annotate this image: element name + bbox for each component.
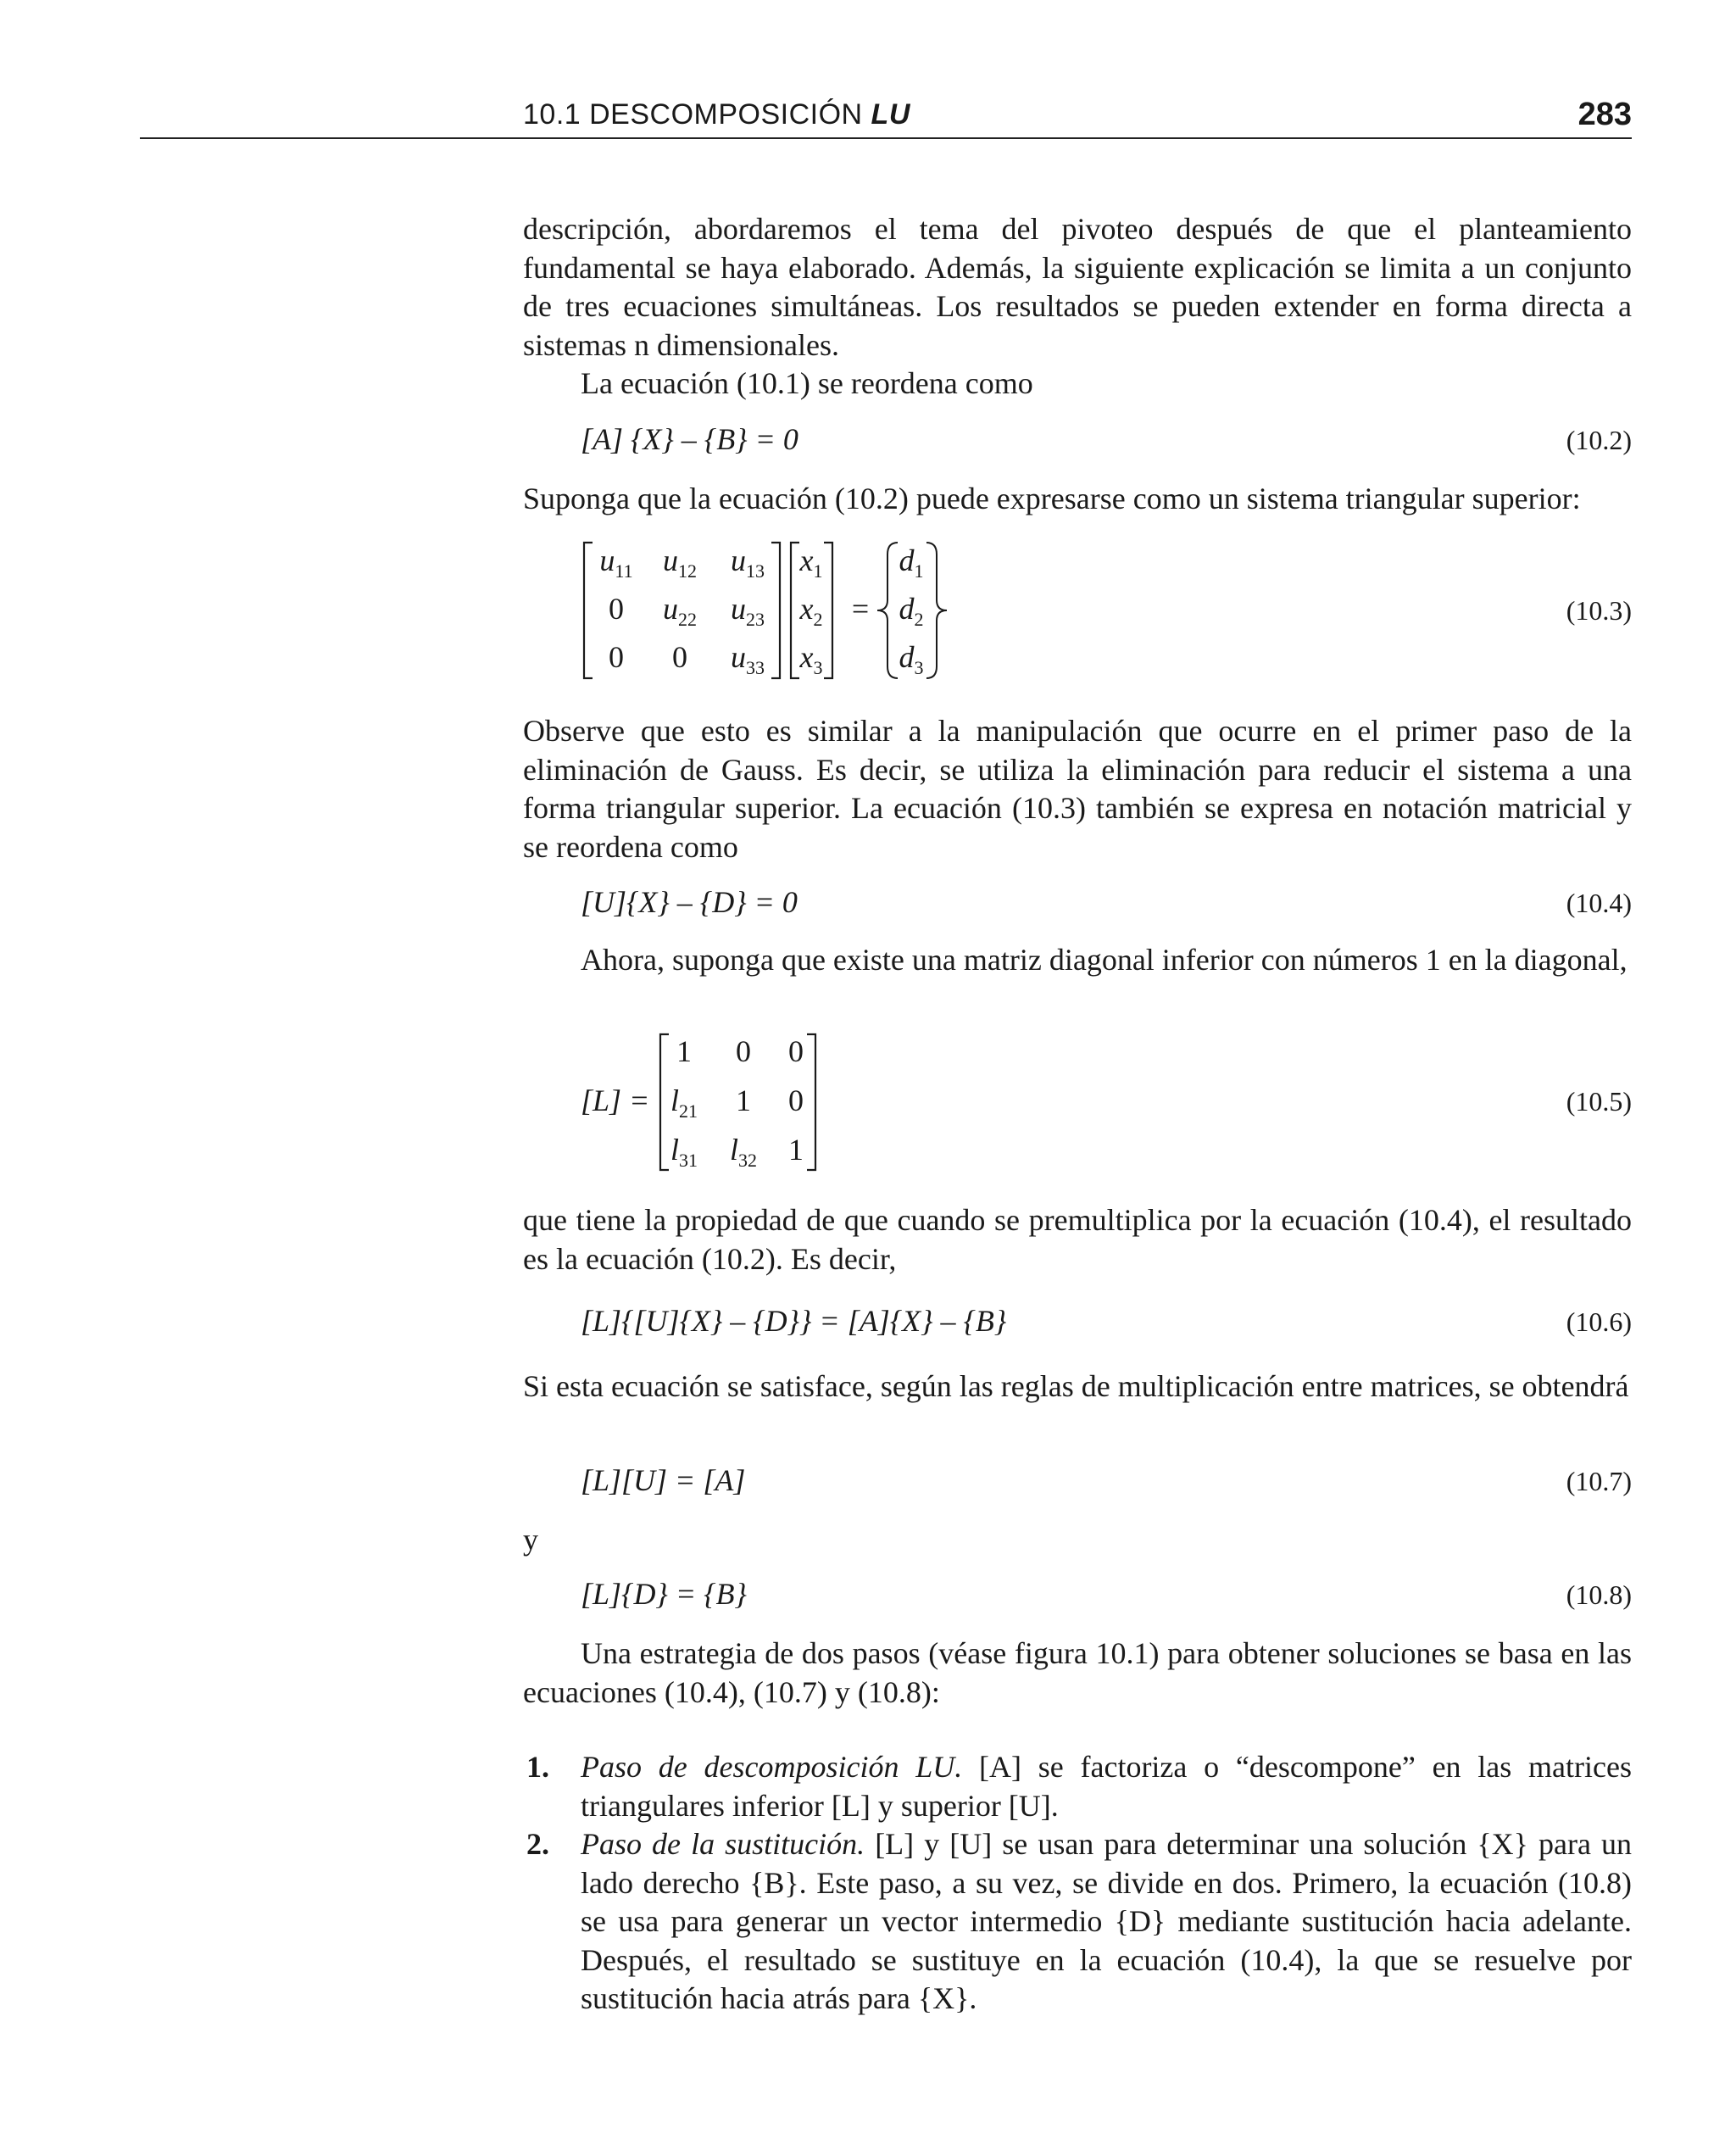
matrix-cell: $l_{32}$	[729, 1133, 758, 1171]
list-item-number: 2.	[526, 1827, 549, 1861]
equation-10-8	[523, 1576, 1632, 1617]
matrix-cell: 0	[609, 592, 624, 626]
matrix-cell: $u_{23}$	[731, 592, 765, 630]
equation-10-4	[523, 884, 1632, 925]
list-item-title: Paso de descomposición LU.	[581, 1750, 963, 1784]
matrix-cell: $u_{13}$	[731, 543, 765, 582]
list-item-text: [A] se factoriza o “descompone” en las matrices triangulares inferior [L] y superior [U].	[581, 1750, 1632, 1823]
right-bracket	[824, 543, 832, 678]
paragraph-8-wrap	[523, 1521, 1632, 1560]
matrix-cell: 0	[788, 1083, 804, 1117]
equation-number: (10.2)	[1566, 425, 1632, 455]
header-rule	[140, 137, 1632, 139]
list-item	[523, 1748, 1632, 1825]
paragraph-4-wrap	[523, 712, 1632, 866]
left-brace	[877, 543, 898, 678]
equation-number: (10.6)	[1566, 1306, 1632, 1337]
list-item-title: Paso de la sustitución.	[581, 1827, 865, 1861]
vector-cell: $x_1$	[799, 543, 823, 582]
matrix-cell: $u_{12}$	[663, 543, 697, 582]
right-bracket	[771, 543, 780, 678]
vector-cell: $x_2$	[799, 592, 823, 630]
matrix-cell: 0	[788, 1034, 804, 1068]
matrix-cell: 1	[788, 1133, 804, 1167]
equation-expr: [L]{[U]{X} – {D}} = [A]{X} – {B}	[581, 1304, 1007, 1338]
equation-10-2	[523, 421, 1632, 462]
right-bracket	[807, 1034, 815, 1170]
paragraph-9: Una estrategia de dos pasos (véase figura 10.1) para obtener soluciones se basa en las ecuaciones (10.4), (10.7) y (10.8):	[523, 1636, 1632, 1709]
equation-expr: [A] {X} – {B} = 0	[581, 422, 798, 456]
equation-number: (10.3)	[1566, 595, 1632, 626]
paragraph-5-wrap	[523, 941, 1632, 980]
running-header	[140, 95, 1632, 139]
matrix-equation-svg	[523, 534, 1116, 687]
matrix-cell: $u_{33}$	[731, 640, 765, 678]
paragraph-3-wrap	[523, 480, 1632, 519]
equation-number: (10.8)	[1566, 1579, 1632, 1610]
section-prefix: 10.1 DESCOMPOSICIÓN	[523, 98, 871, 131]
steps-list	[523, 1748, 1632, 2019]
paragraph-5: Ahora, suponga que existe una matriz diagonal inferior con números 1 en la diagonal,	[581, 943, 1628, 977]
paragraph-2-wrap	[523, 365, 1632, 404]
paragraph-7: Si esta ecuación se satisface, según las reglas de multiplicación entre matrices, se obtendrá	[523, 1369, 1629, 1403]
right-brace	[926, 543, 947, 678]
vector-cell: $x_3$	[799, 640, 823, 678]
paragraph-2: La ecuación (10.1) se reordena como	[581, 366, 1033, 400]
section-title	[523, 98, 910, 131]
matrix-cell: $l_{21}$	[670, 1083, 698, 1122]
paragraph-7-wrap	[523, 1367, 1632, 1406]
page-number: 283	[1577, 97, 1632, 132]
matrix-cell: 1	[676, 1034, 692, 1068]
equation-expr: [L]{D} = {B}	[581, 1577, 747, 1611]
left-bracket	[584, 543, 593, 678]
vector-cell: $d_1$	[899, 543, 924, 582]
equation-expr: [L][U] = [A]	[581, 1463, 746, 1497]
equation-10-5	[523, 1030, 1632, 1183]
list-item-number: 1.	[526, 1750, 549, 1784]
paragraph-3: Suponga que la ecuación (10.2) puede expresarse como un sistema triangular superior:	[523, 482, 1581, 515]
equation-10-6	[523, 1303, 1632, 1344]
equation-10-7	[523, 1462, 1632, 1503]
matrix-cell: 0	[609, 640, 624, 674]
matrix-cell: 1	[736, 1083, 751, 1117]
equation-number: (10.5)	[1566, 1086, 1632, 1117]
paragraph-1: descripción, abordaremos el tema del pivoteo después de que el planteamiento fundamental se haya elaborado. Además, la siguiente explicación se limita a un conjunto de tres ecuaciones simultáneas. Los resultados se pueden extender en forma directa a sistemas n dimensionales.	[523, 212, 1632, 362]
list-item	[523, 1825, 1632, 2019]
paragraph-1-wrap	[523, 210, 1632, 365]
equals-sign: =	[851, 592, 870, 626]
paragraph-6-wrap	[523, 1201, 1632, 1278]
matrix-cell: $u_{11}$	[599, 543, 633, 582]
vector-cell: $d_3$	[899, 640, 924, 678]
matrix-equation-svg	[523, 1030, 947, 1183]
vector-cell: $d_2$	[899, 592, 924, 630]
paragraph-9-wrap	[523, 1635, 1632, 1712]
matrix-cell: 0	[672, 640, 687, 674]
paragraph-8: y	[523, 1523, 538, 1557]
equation-number: (10.7)	[1566, 1466, 1632, 1496]
paragraph-6: que tiene la propiedad de que cuando se premultiplica por la ecuación (10.4), el resultado es la ecuación (10.2). Es decir,	[523, 1203, 1632, 1276]
left-bracket	[660, 1034, 669, 1170]
paragraph-4: Observe que esto es similar a la manipulación que ocurre en el primer paso de la eliminación de Gauss. Es decir, se utiliza la eliminación para reducir el sistema a una forma triangular superior. La ecuación (10.3) también se expresa en notación matricial y se reordena como	[523, 714, 1632, 864]
matrix-cell: $u_{22}$	[663, 592, 697, 630]
matrix-lhs: [L] =	[581, 1083, 650, 1117]
matrix-cell: 0	[736, 1034, 751, 1068]
left-bracket	[791, 543, 799, 678]
equation-number: (10.4)	[1566, 888, 1632, 918]
section-italic: LU	[871, 98, 910, 131]
equation-10-3	[523, 534, 1632, 687]
matrix-cell: $l_{31}$	[670, 1133, 698, 1171]
equation-expr: [U]{X} – {D} = 0	[581, 885, 798, 919]
list-item-text: [L] y [U] se usan para determinar una solución {X} para un lado derecho {B}. Este paso, a su vez, se divide en dos. Primero, la ecuación (10.8) se usa para generar un vector intermedio {D} mediante sustitución hacia adelante. Después, el resultado se sustituye en la ecuación (10.4), la que se resuelve por sustitución hacia atrás para {X}.	[581, 1827, 1632, 2015]
